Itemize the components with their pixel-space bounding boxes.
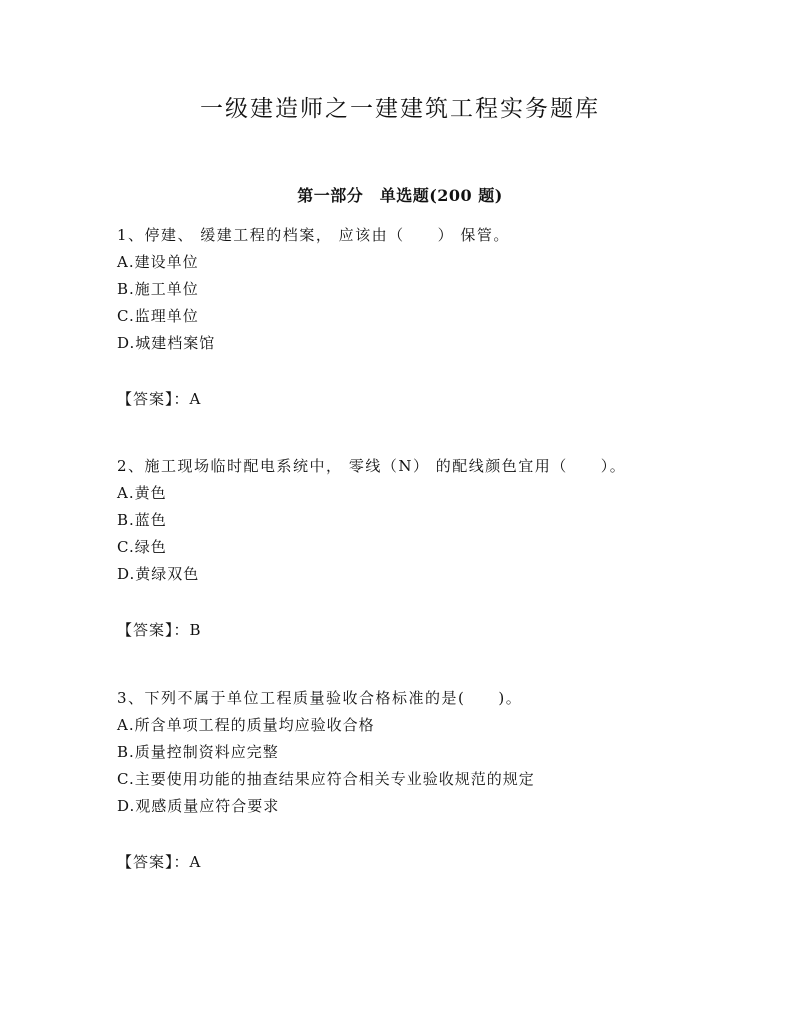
option-a: A.建设单位 — [117, 253, 199, 271]
question-3 — [117, 685, 757, 871]
option-d: D.黄绿双色 — [117, 565, 200, 583]
option-c: C.监理单位 — [117, 307, 199, 325]
question-stem: 2、施工现场临时配电系统中， 零线（N） 的配线颜色宜用（ ）。 — [117, 457, 627, 475]
option-a: A.黄色 — [117, 484, 167, 502]
option-c: C.绿色 — [117, 538, 167, 556]
option-d: D.城建档案馆 — [117, 334, 216, 352]
question-stem: 1、停建、 缓建工程的档案， 应该由（ ） 保管。 — [117, 226, 510, 244]
option-c: C.主要使用功能的抽查结果应符合相关专业验收规范的规定 — [117, 770, 535, 788]
answer-label: 【答案】：B — [117, 621, 202, 639]
question-1 — [117, 222, 757, 408]
option-b: B.蓝色 — [117, 511, 167, 529]
option-b: B.施工单位 — [117, 280, 199, 298]
option-b: B.质量控制资料应完整 — [117, 743, 279, 761]
question-2 — [117, 453, 757, 639]
option-a: A.所含单项工程的质量均应验收合格 — [117, 716, 375, 734]
page-title: 一级建造师之一建建筑工程实务题库 — [200, 96, 600, 122]
option-d: D.观感质量应符合要求 — [117, 797, 280, 815]
section-title: 第一部分 单选题(200 题) — [297, 186, 503, 205]
question-stem: 3、下列不属于单位工程质量验收合格标准的是( )。 — [117, 689, 523, 707]
answer-label: 【答案】：A — [117, 853, 202, 871]
answer-label: 【答案】：A — [117, 390, 202, 408]
